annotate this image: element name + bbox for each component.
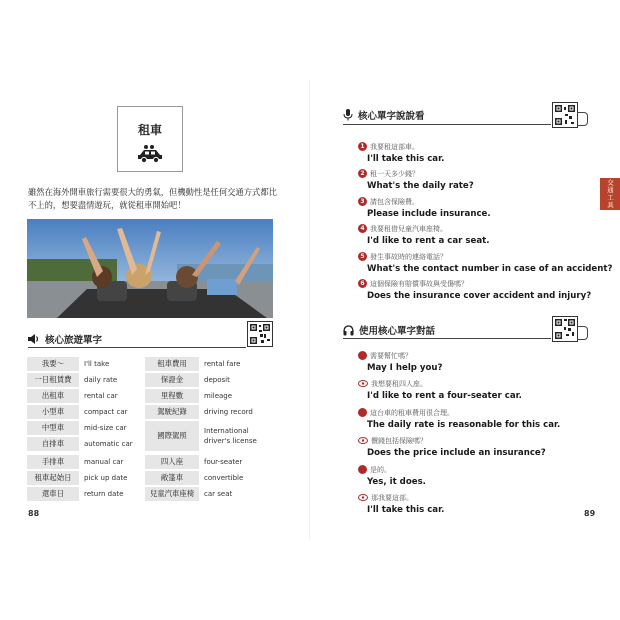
vocab-zh: 兒童汽車座椅 <box>145 487 199 501</box>
vocab-en: return date <box>84 490 124 498</box>
dialogue-line-a <box>358 492 444 515</box>
vocab-en: car seat <box>204 490 233 498</box>
car-icon <box>136 144 164 164</box>
vocab-en: International driver's license <box>204 427 257 445</box>
traveler-icon <box>358 494 368 501</box>
vocab-en: pick up date <box>84 474 128 482</box>
traveler-icon <box>358 437 368 444</box>
dialogue-zh: 是的。 <box>370 465 391 474</box>
vocab-zh: 一日租賃費 <box>27 373 79 387</box>
clerk-icon <box>358 351 367 360</box>
vocab-zh: 出租車 <box>27 389 79 403</box>
speak-qr-code[interactable] <box>552 102 578 128</box>
sentence-number: 5 <box>358 252 367 261</box>
vocab-zh: 駕駛紀錄 <box>145 405 199 419</box>
dialogue-section-header <box>343 323 435 337</box>
sentence-en: Please include insurance. <box>367 209 491 219</box>
vocab-en: automatic car <box>84 440 133 448</box>
vocab-en: deposit <box>204 376 230 384</box>
vocab-section-title: 核心旅遊單字 <box>45 335 103 346</box>
vocab-row <box>27 357 273 371</box>
sentence-en: What's the contact number in case of an accident? <box>367 264 613 274</box>
dialogue-en: The daily rate is reasonable for this car. <box>367 420 561 430</box>
vocab-zh: 國際駕照 <box>145 421 199 451</box>
header-bracket <box>577 326 588 340</box>
sentence-zh: 我要租這部車。 <box>370 142 419 151</box>
right-page <box>310 0 620 620</box>
vocab-section-header <box>28 332 102 346</box>
vocab-zh: 里程數 <box>145 389 199 403</box>
vocab-zh: 租車費用 <box>145 357 199 371</box>
vocab-divider <box>28 347 246 348</box>
sentence-item <box>358 141 444 164</box>
vocab-en: mid-size car <box>84 424 127 432</box>
sentence-zh: 請包含保險費。 <box>370 197 419 206</box>
sentence-item <box>358 196 491 219</box>
topic-title-box <box>117 106 183 172</box>
chapter-side-tab[interactable]: 交通工具 <box>600 178 620 210</box>
speak-section-title: 核心單字說說看 <box>358 111 425 122</box>
sentence-number: 3 <box>358 197 367 206</box>
sentence-item <box>358 168 474 191</box>
vocab-row <box>27 487 273 501</box>
vocab-qr-code[interactable] <box>247 321 273 347</box>
clerk-icon <box>358 465 367 474</box>
sentence-en: I'd like to rent a car seat. <box>367 236 490 246</box>
header-bracket <box>577 112 588 126</box>
vocab-row <box>27 389 273 403</box>
sentence-en: Does the insurance cover accident and injury? <box>367 291 592 301</box>
vocab-zh: 租車起始日 <box>27 471 79 485</box>
vocab-zh: 手排車 <box>27 455 79 469</box>
vocab-zh: 小型車 <box>27 405 79 419</box>
vocab-row <box>27 471 273 485</box>
vocab-en: rental car <box>84 392 118 400</box>
sentence-zh: 我要租借兒童汽車座椅。 <box>370 224 447 233</box>
vocab-zh: 還車日 <box>27 487 79 501</box>
sentence-number: 1 <box>358 142 367 151</box>
vocab-zh: 自排車 <box>27 437 79 451</box>
vocab-en: driving record <box>204 408 253 416</box>
traveler-icon <box>358 380 368 387</box>
intro-paragraph: 雖然在海外開車旅行需要很大的勇氣，但機動性是任何交通方式都比不上的，想要盡情遊玩，就從租車開始吧！ <box>28 187 277 210</box>
speak-divider <box>343 124 551 125</box>
vocab-zh: 四人座 <box>145 455 199 469</box>
dialogue-en: I'll take this car. <box>367 505 445 515</box>
dialogue-section-title: 使用核心單字對話 <box>359 326 436 337</box>
microphone-icon <box>343 109 353 121</box>
page-number-left: 88 <box>28 509 40 518</box>
dialogue-en: Does the price include an insurance? <box>367 448 546 458</box>
vocab-en: daily rate <box>84 376 118 384</box>
sentence-item <box>358 278 591 301</box>
topic-title: 租車 <box>137 123 162 137</box>
sentence-en: I'll take this car. <box>367 154 445 164</box>
dialogue-line-q <box>358 407 560 430</box>
sentence-number: 4 <box>358 224 367 233</box>
dialogue-qr-code[interactable] <box>552 316 578 342</box>
sentence-zh: 發生事故時的連絡電話？ <box>370 252 447 261</box>
vocab-en: rental fare <box>204 360 241 368</box>
sentence-en: What's the daily rate? <box>367 181 474 191</box>
dialogue-zh: 價錢包括保險嗎？ <box>371 436 427 445</box>
clerk-icon <box>358 408 367 417</box>
vocab-zh: 保證金 <box>145 373 199 387</box>
vocab-row <box>27 405 273 419</box>
dialogue-en: May I help you? <box>367 363 443 373</box>
sentence-zh: 這個保險有賠償事故與受傷嗎？ <box>370 279 468 288</box>
vocab-en: four-seater <box>204 458 243 466</box>
vocab-en: convertible <box>204 474 244 482</box>
dialogue-line-a <box>358 435 546 458</box>
vocab-zh: 中型車 <box>27 421 79 435</box>
dialogue-zh: 這台車的租車費用很合理。 <box>370 408 454 417</box>
sentence-zh: 租一天多少錢？ <box>370 169 419 178</box>
dialogue-zh: 我想要租四人座。 <box>371 379 427 388</box>
dialogue-divider <box>343 338 551 339</box>
headphones-icon <box>343 325 354 336</box>
dialogue-en: I'd like to rent a four-seater car. <box>367 391 522 401</box>
vocab-en: I'll take <box>84 360 110 368</box>
convertible-photo <box>27 219 273 318</box>
sentence-item <box>358 251 612 274</box>
sentence-number: 2 <box>358 169 367 178</box>
sentence-item <box>358 223 490 246</box>
dialogue-en: Yes, it does. <box>367 477 426 487</box>
speaker-icon <box>28 334 40 344</box>
dialogue-zh: 那我要這部。 <box>371 493 413 502</box>
sentence-number: 6 <box>358 279 367 288</box>
vocab-zh: 我要～ <box>27 357 79 371</box>
vocab-row <box>27 373 273 387</box>
vocab-en: manual car <box>84 458 124 466</box>
vocab-zh: 敞篷車 <box>145 471 199 485</box>
dialogue-zh: 需要幫忙嗎？ <box>370 351 412 360</box>
vocab-en: compact car <box>84 408 128 416</box>
dialogue-line-a <box>358 378 522 401</box>
page-number-right: 89 <box>584 509 596 518</box>
vocab-en: mileage <box>204 392 233 400</box>
dialogue-line-q <box>358 350 443 373</box>
dialogue-line-q <box>358 464 426 487</box>
vocab-row <box>27 455 273 469</box>
speak-section-header <box>343 108 425 122</box>
